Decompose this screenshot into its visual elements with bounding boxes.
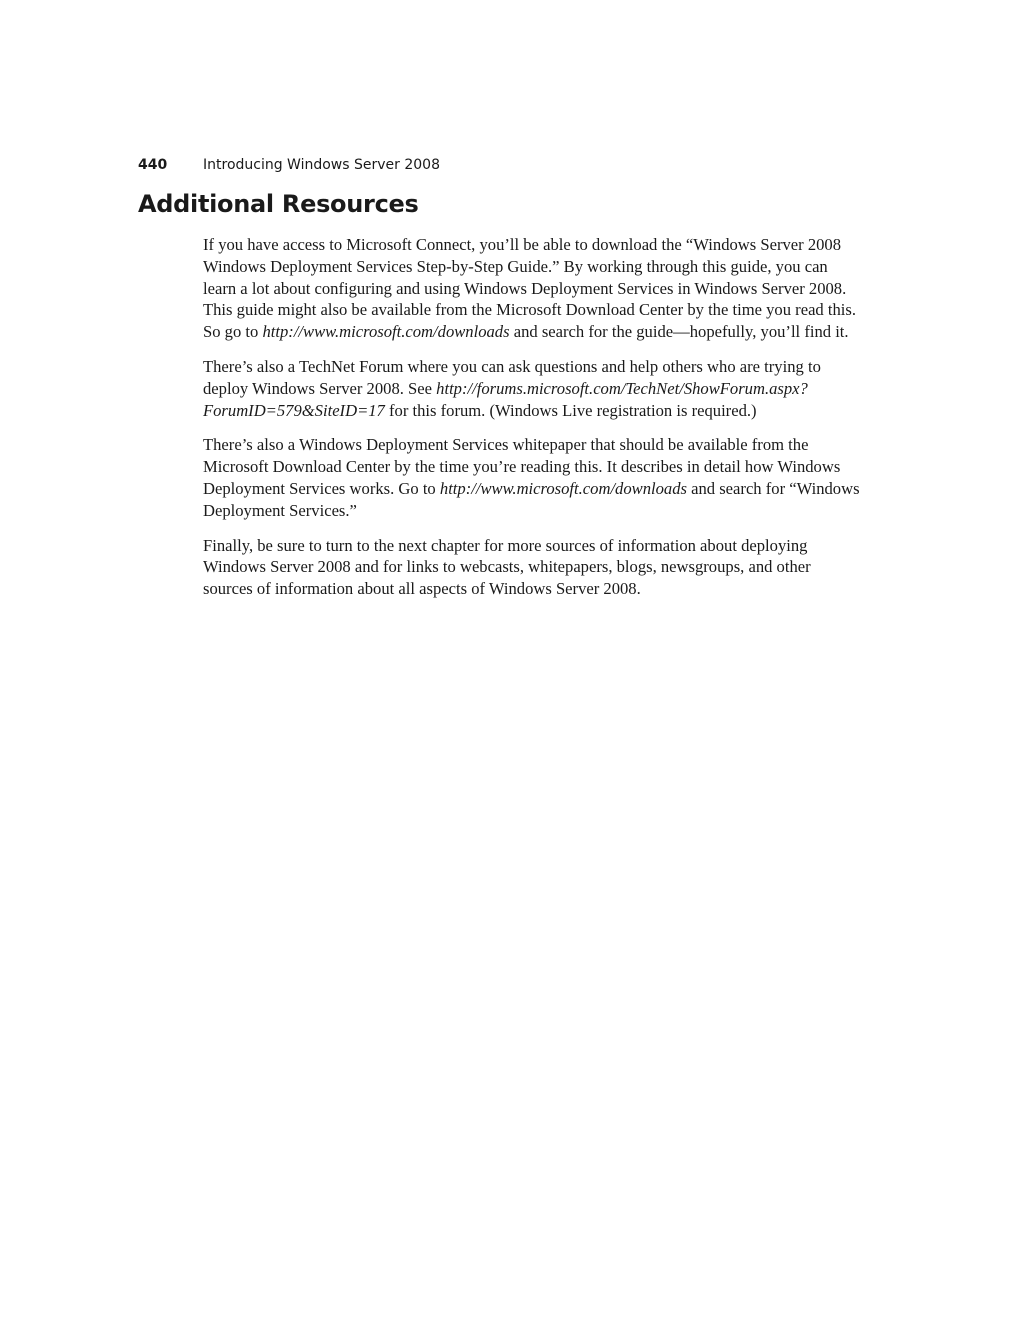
paragraph-text: and search for “Windows Deployment Services.” (203, 478, 860, 520)
forum-url: http://forums.microsoft.com/TechNet/ShowForum.aspx?ForumID=579&SiteID=17 (203, 378, 808, 420)
paragraph-text: and search for the guide—hopefully, you’ll find it. (509, 322, 849, 342)
paragraph-whitepaper (203, 434, 863, 521)
downloads-url: http://www.microsoft.com/downloads (439, 478, 687, 498)
body-text (203, 234, 863, 613)
paragraph-technet-forum (203, 356, 863, 421)
paragraph-connect-guide (203, 234, 863, 343)
page-number: 440 (138, 157, 168, 173)
book-title: Introducing Windows Server 2008 (203, 157, 440, 173)
paragraph-next-chapter: Finally, be sure to turn to the next chapter for more sources of information about deploying Windows Server 2008 and for links to webcasts, whitepapers, blogs, newsgroups, and other sources of information about all aspects of Windows Server 2008. (203, 535, 811, 599)
paragraph-text: There’s also a Windows Deployment Services whitepaper that should be available from the Microsoft Download Center by the time you’re reading this. It describes in detail how Windows Deployment Services works. Go to (203, 435, 841, 498)
running-header (138, 156, 440, 174)
paragraph-text: for this forum. (Windows Live registration is required.) (384, 400, 757, 420)
paragraph-text: There’s also a TechNet Forum where you can ask questions and help others who are trying to deploy Windows Server 2008. See (203, 356, 821, 398)
paragraph-text: If you have access to Microsoft Connect, you’ll be able to download the “Windows Server 2008 Windows Deployment Services Step-by-Step Guide.” By working through this guide, you can learn a lot about configuring and using Windows Deployment Services in Windows Server 2008. This guide might also be available from the Microsoft Download Center by the time you read this. So go to (203, 235, 856, 342)
downloads-url: http://www.microsoft.com/downloads (262, 322, 510, 342)
section-heading: Additional Resources (138, 190, 419, 218)
